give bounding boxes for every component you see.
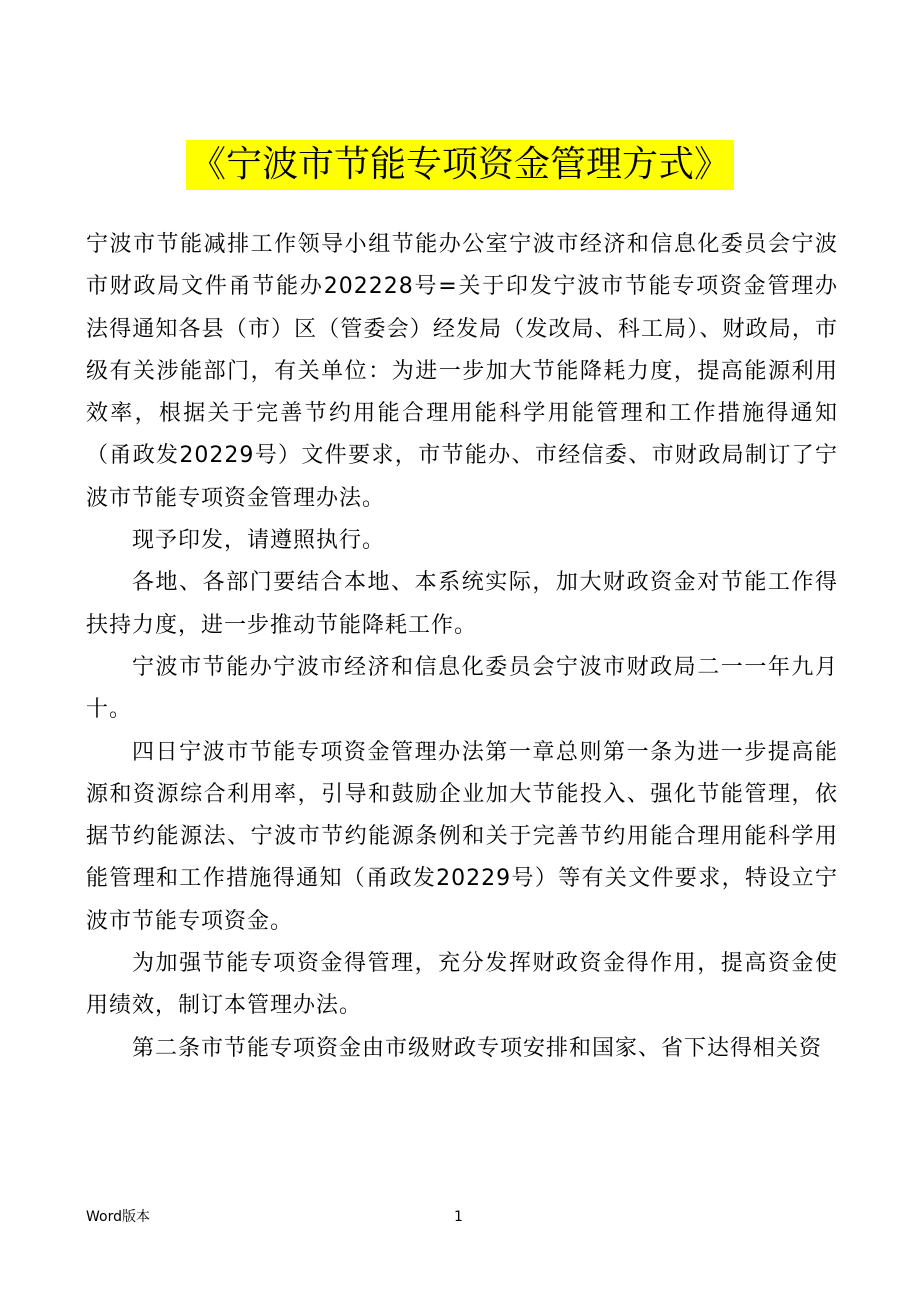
paragraph: 第二条市节能专项资金由市级财政专项安排和国家、省下达得相关资 [132, 1035, 823, 1061]
paragraph: 各地、各部门要结合本地、本系统实际，加大财政资金对节能工作得扶持力度，进一步推动节能降耗工作。 [86, 570, 838, 638]
page-number: 1 [454, 1209, 463, 1225]
paragraph: 为加强节能专项资金得管理，充分发挥财政资金得作用，提高资金使用绩效，制订本管理办法。 [86, 951, 838, 1019]
paragraph: 四日宁波市节能专项资金管理办法第一章总则第一条为进一步提高能源和资源综合利用率，引导和鼓励企业加大节能投入、强化节能管理，依据节约能源法、宁波市节约能源条例和关于完善节约用能合理用能科学用能管理和工作措施得通知（甬政发20229号）等有关文件要求，特设立宁波市节能专项资金。 [86, 739, 838, 934]
paragraph: 现予印发，请遵照执行。 [132, 528, 386, 554]
title-container [0, 140, 920, 190]
paragraph: 宁波市节能办宁波市经济和信息化委员会宁波市财政局二一一年九月十。 [86, 654, 838, 723]
document-title: 《宁波市节能专项资金管理方式》 [186, 140, 734, 190]
footer-label: Word版本 [86, 1209, 150, 1225]
paragraph: 宁波市节能减排工作领导小组节能办公室宁波市经济和信息化委员会宁波市财政局文件甬节能办202228号=关于印发宁波市节能专项资金管理办法得通知各县（市）区（管委会）经发局（发改局、科工局）、财政局，市级有关涉能部门，有关单位：为进一步加大节能降耗力度，提高能源利用效率，根据关于完善节约用能合理用能科学用能管理和工作措施得通知（甬政发20229号）文件要求，市节能办、市经信委、市财政局制订了宁波市节能专项资金管理办法。 [86, 232, 838, 511]
document-body [86, 224, 838, 1070]
